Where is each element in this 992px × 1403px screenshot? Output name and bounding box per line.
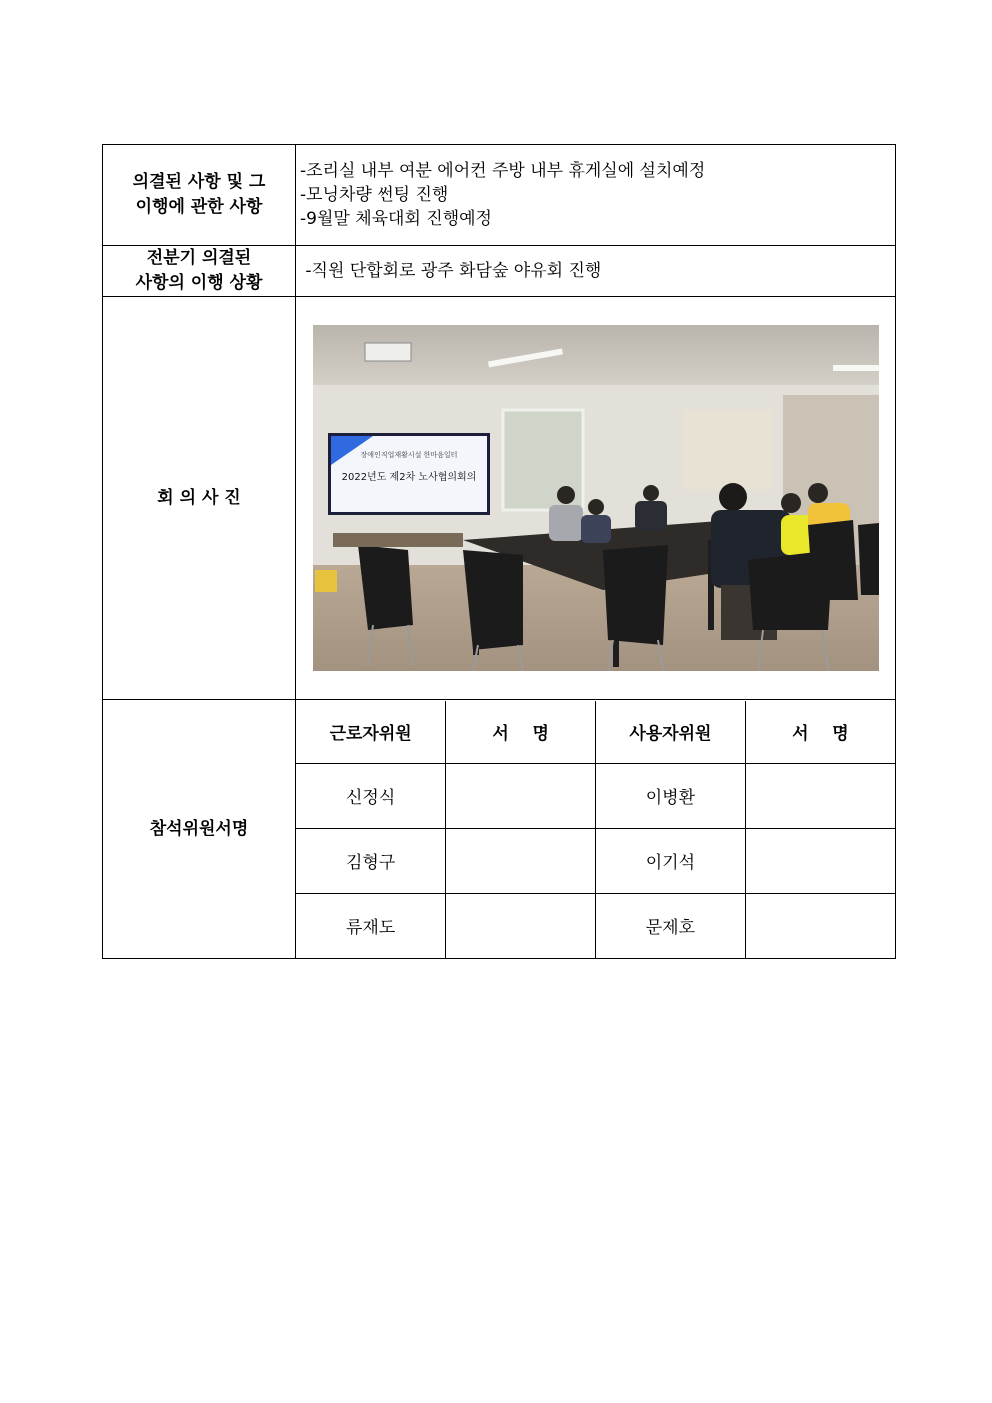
- photo-cell: [296, 297, 896, 700]
- resolved-content: [296, 145, 896, 246]
- signature-row: [103, 700, 896, 959]
- worker-signature-1[interactable]: [446, 763, 596, 828]
- resolved-row: [103, 145, 896, 246]
- worker-signature-3[interactable]: [446, 893, 596, 958]
- resolved-label-line2: 이행에 관한 사항: [135, 197, 263, 217]
- previous-row: [103, 246, 896, 297]
- employer-name-3: 문제호: [596, 893, 746, 958]
- header-worker-member: 근로자위원: [296, 701, 446, 764]
- header-worker-signature: 서 명: [446, 701, 596, 764]
- worker-signature-2[interactable]: [446, 828, 596, 893]
- employer-signature-1[interactable]: [745, 763, 895, 828]
- photo-label: 회 의 사 진: [103, 297, 296, 700]
- screen-text-2: 2022년도 제2차 노사협의회의: [341, 472, 476, 483]
- employer-name-2: 이기석: [596, 828, 746, 893]
- header-employer-member: 사용자위원: [596, 701, 746, 764]
- previous-content: [296, 246, 896, 297]
- resolved-item-1: -조리실 내부 여분 에어컨 주방 내부 휴게실에 설치예정: [300, 161, 706, 181]
- worker-name-2: 김형구: [296, 828, 446, 893]
- signature-grid-cell: [296, 700, 896, 959]
- header-employer-signature: 서 명: [745, 701, 895, 764]
- signature-row-3: [296, 893, 895, 958]
- previous-label-line1: 전분기 의결된: [146, 248, 252, 268]
- photo-row: [103, 297, 896, 700]
- resolved-label-line1: 의결된 사항 및 그: [132, 172, 266, 192]
- previous-item: -직원 단합회로 광주 화담숲 야유회 진행: [300, 261, 602, 281]
- previous-label: [103, 246, 296, 297]
- resolved-item-2: -모닝차량 썬팅 진행: [300, 185, 449, 205]
- signature-label: 참석위원서명: [103, 700, 296, 959]
- employer-signature-2[interactable]: [745, 828, 895, 893]
- resolved-label: [103, 145, 296, 246]
- minutes-table: [102, 144, 896, 959]
- screen-text-1: 장애인직업재활시설 한마음일터: [360, 451, 457, 459]
- employer-signature-3[interactable]: [745, 893, 895, 958]
- worker-name-3: 류재도: [296, 893, 446, 958]
- meeting-photo: [313, 325, 879, 671]
- signature-header-row: [296, 701, 895, 764]
- worker-name-1: 신정식: [296, 763, 446, 828]
- signature-table: [296, 701, 895, 958]
- previous-label-line2: 사항의 이행 상황: [135, 273, 263, 293]
- meeting-photo-illustration: [313, 325, 879, 671]
- resolved-item-3: -9월말 체육대회 진행예정: [300, 209, 492, 229]
- signature-row-1: [296, 763, 895, 828]
- employer-name-1: 이병환: [596, 763, 746, 828]
- signature-row-2: [296, 828, 895, 893]
